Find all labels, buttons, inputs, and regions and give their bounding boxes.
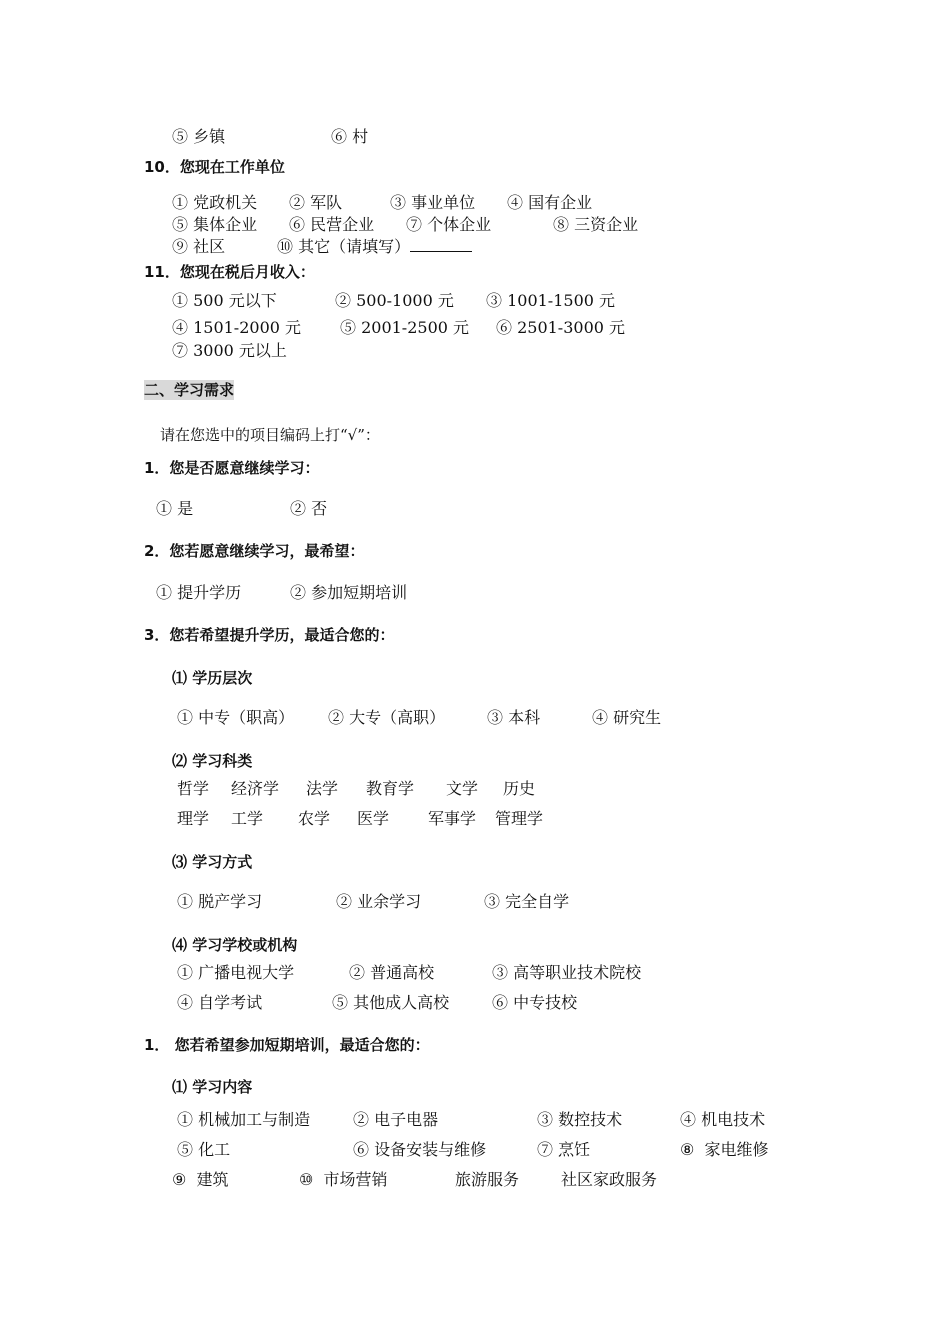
s2-question-2-title: 2．您若愿意继续学习，最希望： xyxy=(144,542,365,560)
option-label: 家政服务 xyxy=(593,1170,658,1189)
option-number: ⑨ xyxy=(172,1170,187,1189)
training-option-7[interactable]: ⑦ 烹饪 xyxy=(537,1140,591,1159)
s2q3p4-option-5[interactable]: ⑤ 其他成人高校 xyxy=(332,993,450,1012)
s2q3p1-option-2[interactable]: ② 大专（高职） xyxy=(328,708,446,727)
q10-option-1[interactable]: ① 党政机关 xyxy=(172,193,258,212)
s2q3p4-option-3[interactable]: ③ 高等职业技术院校 xyxy=(492,963,642,982)
option-label: 家电维修 xyxy=(704,1140,769,1159)
subject-law[interactable]: 法学 xyxy=(306,779,339,798)
q10-option-7[interactable]: ⑦ 个体企业 xyxy=(406,215,492,234)
s2q3p4-option-4[interactable]: ④ 自学考试 xyxy=(177,993,263,1012)
subject-medicine[interactable]: 医学 xyxy=(357,809,390,828)
option-label: 建筑 xyxy=(196,1170,229,1189)
option-label: 市场营销 xyxy=(323,1170,388,1189)
subject-literature[interactable]: 文学 xyxy=(446,779,479,798)
q10-option-9[interactable]: ⑨ 社区 xyxy=(172,237,226,256)
subject-engineering[interactable]: 工学 xyxy=(231,809,264,828)
s2q3p1-option-3[interactable]: ③ 本科 xyxy=(487,708,541,727)
s2q3p3-option-1[interactable]: ① 脱产学习 xyxy=(177,892,263,911)
s2q3p1-option-1[interactable]: ① 中专（职高） xyxy=(177,708,295,727)
s2q2-option-2[interactable]: ② 参加短期培训 xyxy=(290,583,408,602)
training-option-tourism[interactable]: 旅游服务 xyxy=(455,1170,520,1189)
training-option-1[interactable]: ① 机械加工与制造 xyxy=(177,1110,311,1129)
option-label-prefix: 社区 xyxy=(561,1170,594,1189)
s2q4-part-1-title: ⑴ 学习内容 xyxy=(172,1078,253,1096)
training-option-housekeeping[interactable] xyxy=(561,1170,657,1190)
q10-option-4[interactable]: ④ 国有企业 xyxy=(507,193,593,212)
s2q2-option-1[interactable]: ① 提升学历 xyxy=(156,583,242,602)
s2q3-part-3-title: ⑶ 学习方式 xyxy=(172,853,253,871)
q11-option-2[interactable]: ② 500-1000 元 xyxy=(335,291,454,310)
q10-option-10-label: ⑩ 其它（请填写） xyxy=(277,237,411,256)
question-10-title: 10．您现在工作单位 xyxy=(144,158,285,176)
subject-philosophy[interactable]: 哲学 xyxy=(177,779,210,798)
instruction-text: 请在您选中的项目编码上打“√”： xyxy=(160,426,380,444)
subject-science[interactable]: 理学 xyxy=(177,809,210,828)
s2q3p3-option-2[interactable]: ② 业余学习 xyxy=(336,892,422,911)
fill-in-blank[interactable] xyxy=(410,237,472,252)
training-option-10[interactable] xyxy=(299,1170,388,1190)
subject-military[interactable]: 军事学 xyxy=(428,809,477,828)
option-township[interactable]: ⑤ 乡镇 xyxy=(172,127,226,146)
s2q3p3-option-3[interactable]: ③ 完全自学 xyxy=(484,892,570,911)
s2q3p4-option-6[interactable]: ⑥ 中专技校 xyxy=(492,993,578,1012)
training-option-6[interactable]: ⑥ 设备安装与维修 xyxy=(353,1140,487,1159)
q11-option-7[interactable]: ⑦ 3000 元以上 xyxy=(172,341,287,360)
q10-option-2[interactable]: ② 军队 xyxy=(289,193,343,212)
s2q3-part-4-title: ⑷ 学习学校或机构 xyxy=(172,936,298,954)
s2-question-1-title: 1．您是否愿意继续学习： xyxy=(144,459,320,477)
q11-option-4[interactable]: ④ 1501-2000 元 xyxy=(172,318,302,337)
q10-option-10[interactable] xyxy=(277,237,472,257)
s2q3p1-option-4[interactable]: ④ 研究生 xyxy=(592,708,662,727)
subject-agriculture[interactable]: 农学 xyxy=(298,809,331,828)
s2-question-3-title: 3．您若希望提升学历，最适合您的： xyxy=(144,626,395,644)
s2q3p4-option-1[interactable]: ① 广播电视大学 xyxy=(177,963,295,982)
s2q1-option-yes[interactable]: ① 是 xyxy=(156,499,194,518)
training-option-3[interactable]: ③ 数控技术 xyxy=(537,1110,623,1129)
option-village[interactable]: ⑥ 村 xyxy=(331,127,369,146)
subject-management[interactable]: 管理学 xyxy=(495,809,544,828)
q10-option-6[interactable]: ⑥ 民营企业 xyxy=(289,215,375,234)
section-2-heading: 二、学习需求 xyxy=(144,381,235,399)
q11-option-5[interactable]: ⑤ 2001-2500 元 xyxy=(340,318,470,337)
subject-economics[interactable]: 经济学 xyxy=(231,779,280,798)
training-option-8[interactable] xyxy=(680,1140,769,1160)
s2-question-4-title: 1． 您若希望参加短期培训，最适合您的： xyxy=(144,1036,430,1054)
question-11-title: 11．您现在税后月收入： xyxy=(144,263,315,281)
q10-option-8[interactable]: ⑧ 三资企业 xyxy=(553,215,639,234)
q11-option-3[interactable]: ③ 1001-1500 元 xyxy=(486,291,616,310)
subject-education[interactable]: 教育学 xyxy=(366,779,415,798)
s2q3-part-2-title: ⑵ 学习科类 xyxy=(172,752,253,770)
training-option-5[interactable]: ⑤ 化工 xyxy=(177,1140,231,1159)
q11-option-6[interactable]: ⑥ 2501-3000 元 xyxy=(496,318,626,337)
q10-option-3[interactable]: ③ 事业单位 xyxy=(390,193,476,212)
q10-option-5[interactable]: ⑤ 集体企业 xyxy=(172,215,258,234)
training-option-4[interactable]: ④ 机电技术 xyxy=(680,1110,766,1129)
q11-option-1[interactable]: ① 500 元以下 xyxy=(172,291,277,310)
s2q1-option-no[interactable]: ② 否 xyxy=(290,499,328,518)
s2q3p4-option-2[interactable]: ② 普通高校 xyxy=(349,963,435,982)
s2q3-part-1-title: ⑴ 学历层次 xyxy=(172,669,253,687)
option-number: ⑩ xyxy=(299,1170,314,1189)
training-option-2[interactable]: ② 电子电器 xyxy=(353,1110,439,1129)
training-option-9[interactable] xyxy=(172,1170,229,1190)
subject-history[interactable]: 历史 xyxy=(503,779,536,798)
option-number: ⑧ xyxy=(680,1140,695,1159)
